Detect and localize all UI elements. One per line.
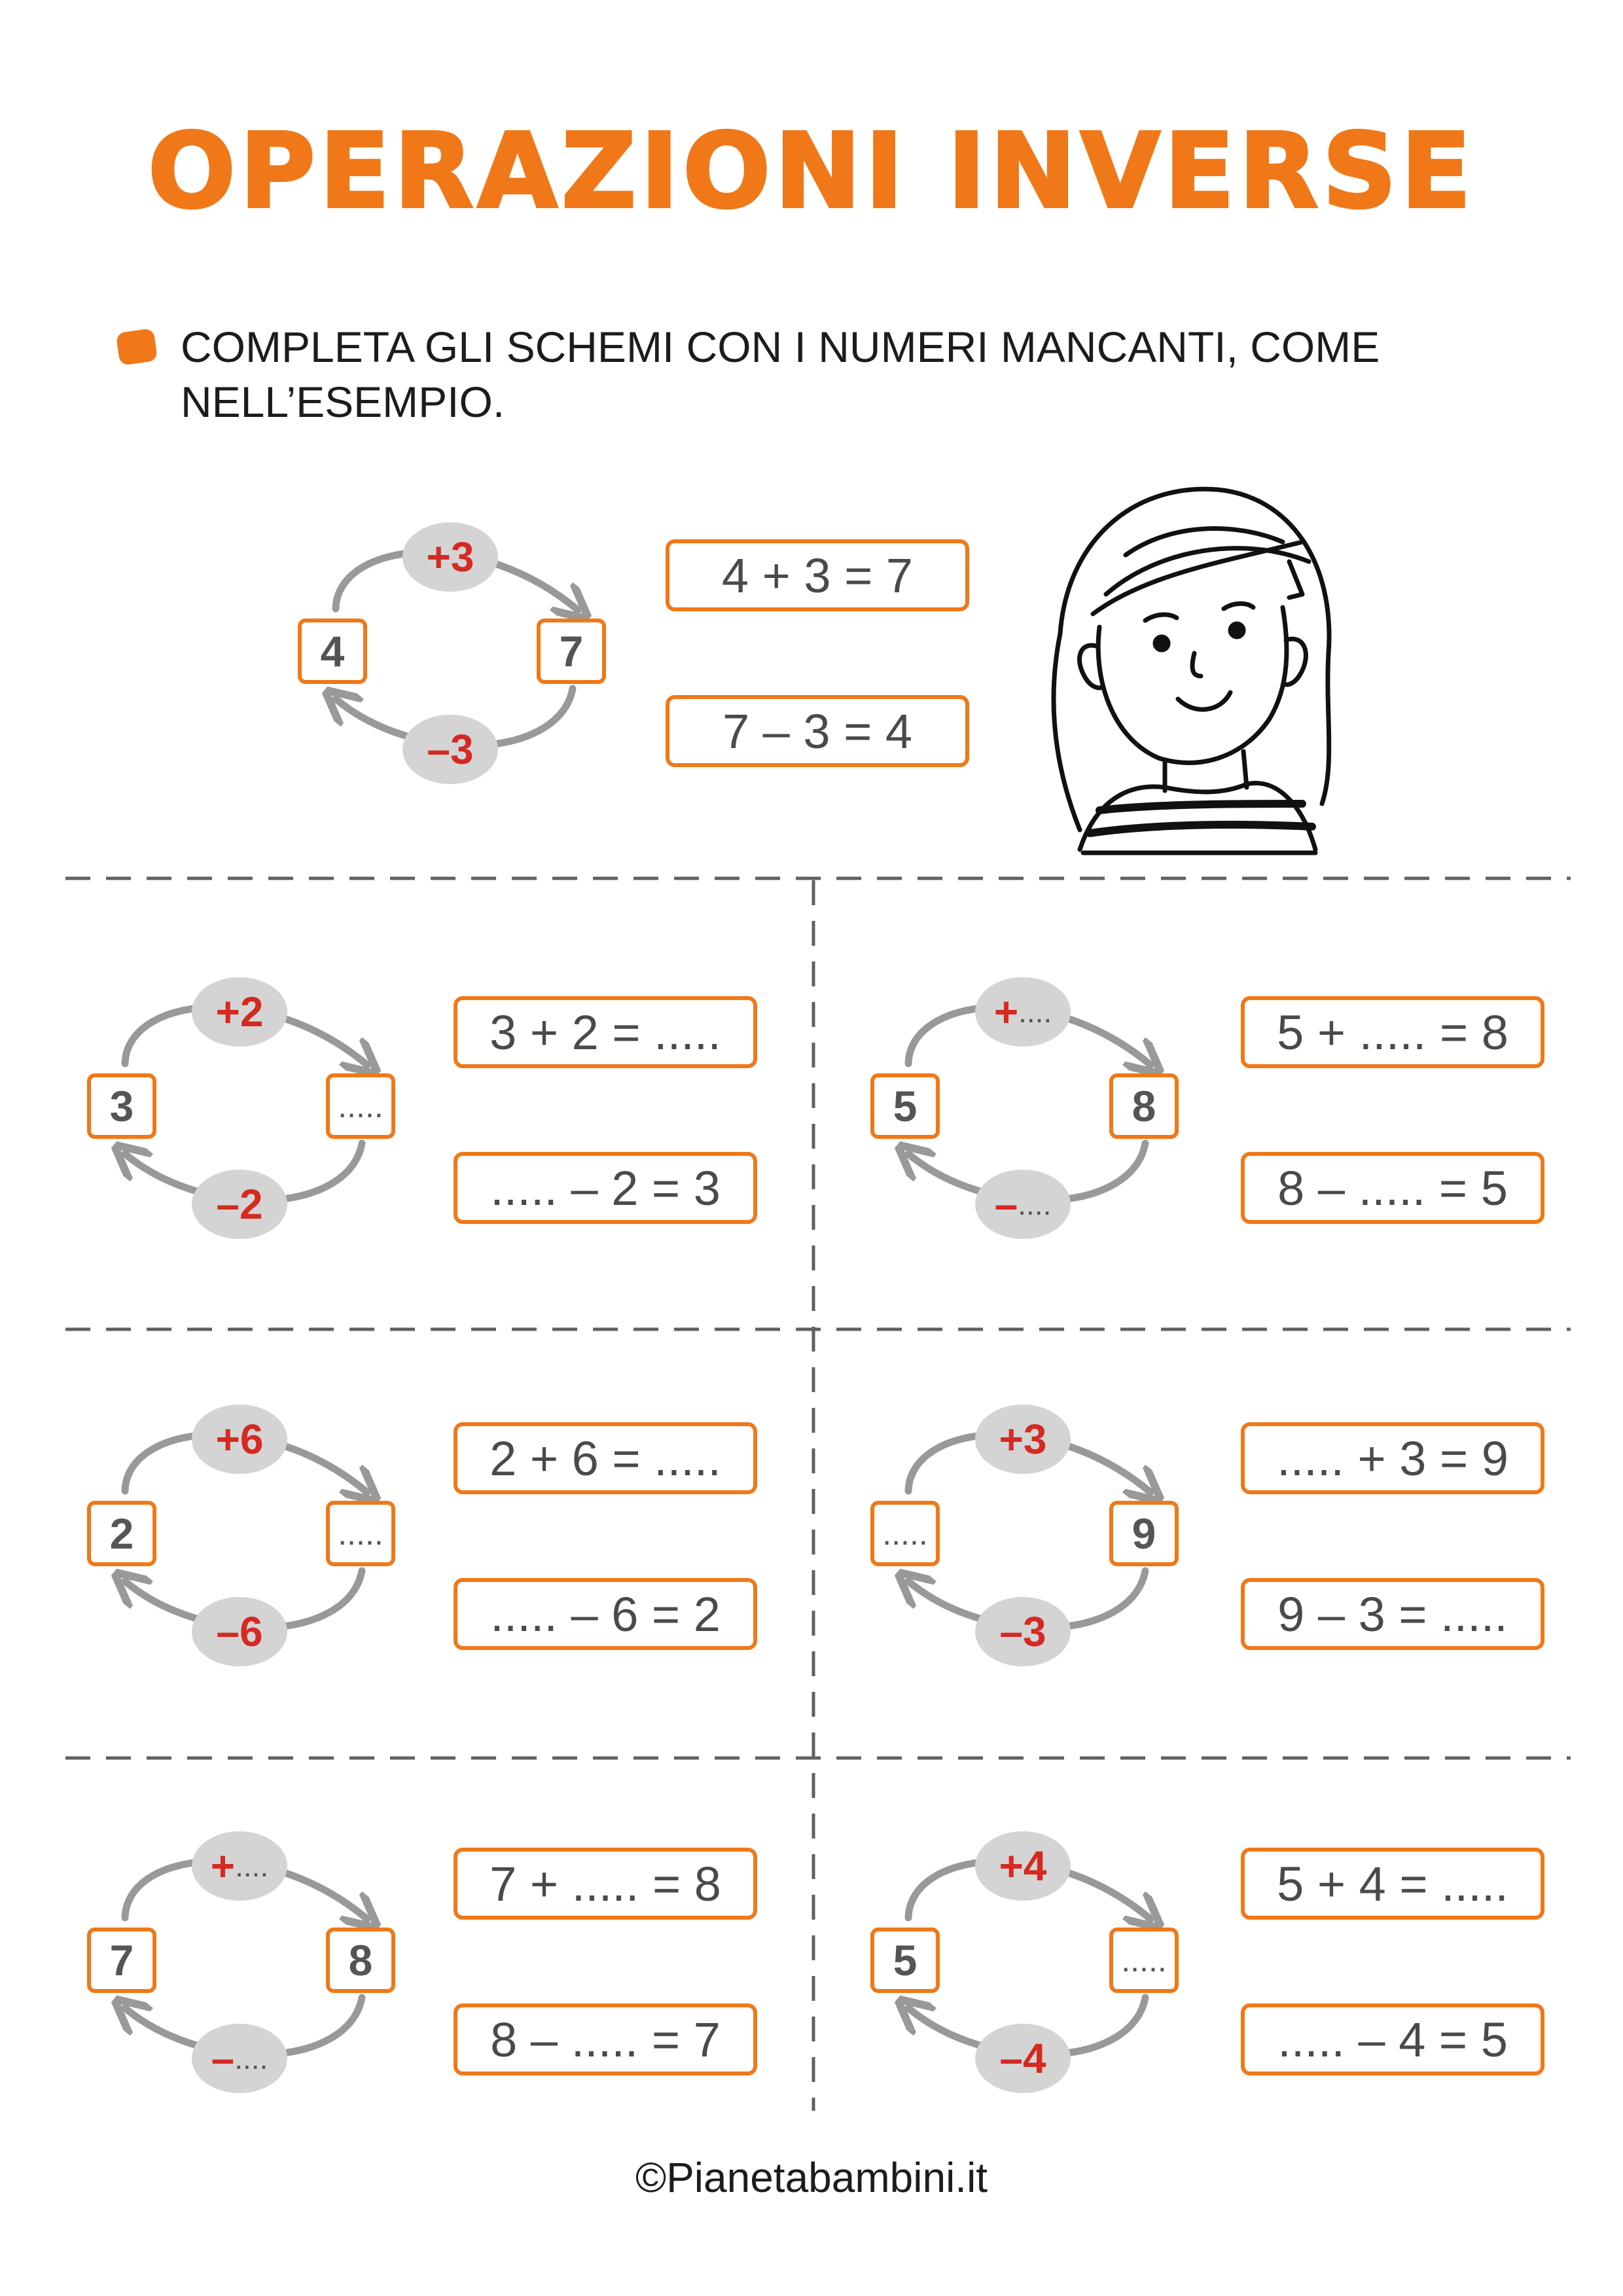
- addition-equation-box[interactable]: 3 + 2 = .....: [454, 996, 757, 1068]
- addition-equation-box[interactable]: 7 + ..... = 8: [454, 1848, 757, 1920]
- subtract-operator-oval[interactable]: [192, 2024, 287, 2093]
- minus-sign: –: [994, 1181, 1018, 1228]
- subtraction-equation-box: 7 – 3 = 4: [666, 695, 969, 767]
- subtract-operator-oval: –3: [402, 715, 498, 784]
- subtraction-equation-box[interactable]: 8 – ..... = 5: [1241, 1152, 1544, 1224]
- answer-blank-box[interactable]: .....: [1109, 1928, 1179, 1993]
- subtract-operator-oval: –6: [192, 1597, 287, 1666]
- add-operator-oval[interactable]: [975, 977, 1071, 1047]
- subtract-operator-oval: –2: [192, 1170, 287, 1239]
- answer-blank-box[interactable]: .....: [326, 1073, 395, 1139]
- subtraction-equation-box[interactable]: 9 – 3 = .....: [1241, 1578, 1544, 1650]
- start-number-box: 2: [87, 1501, 156, 1566]
- subtraction-equation-box[interactable]: ..... – 6 = 2: [454, 1578, 757, 1650]
- minus-sign: –: [211, 2035, 235, 2082]
- exercise-6: [870, 1826, 1590, 2101]
- subtraction-equation-box[interactable]: ..... – 2 = 3: [454, 1152, 757, 1224]
- operator-blank: ....: [234, 2041, 268, 2075]
- plus-sign: +: [993, 988, 1019, 1035]
- answer-blank-box[interactable]: .....: [326, 1501, 395, 1566]
- exercise-3: [87, 1399, 807, 1674]
- add-operator-oval[interactable]: [192, 1831, 287, 1901]
- addition-equation-box[interactable]: 5 + ..... = 8: [1241, 996, 1544, 1068]
- result-number-box: 7: [537, 619, 606, 684]
- start-number-box: 7: [87, 1928, 156, 1993]
- answer-blank-box[interactable]: .....: [870, 1501, 940, 1566]
- start-number-box: 3: [87, 1073, 156, 1139]
- operator-blank: ....: [235, 1849, 269, 1883]
- girl-illustration: [1027, 463, 1368, 856]
- horizontal-separator-1: [65, 875, 1571, 882]
- add-operator-oval: +3: [402, 522, 498, 592]
- bullet-icon: [116, 328, 158, 366]
- start-number-box: 5: [870, 1073, 940, 1139]
- result-number-box: 8: [1109, 1073, 1179, 1139]
- operator-blank: ....: [1018, 995, 1052, 1029]
- start-number-box: 4: [298, 619, 367, 684]
- add-operator-oval: +6: [192, 1405, 287, 1474]
- addition-equation-box[interactable]: 2 + 6 = .....: [454, 1422, 757, 1494]
- start-number-box: 5: [870, 1928, 940, 1993]
- addition-equation-box[interactable]: ..... + 3 = 9: [1241, 1422, 1544, 1494]
- exercise-4: [870, 1399, 1590, 1674]
- exercise-2: [870, 972, 1590, 1247]
- addition-equation-box: 4 + 3 = 7: [666, 539, 969, 611]
- footer-copyright: ©Pianetabambini.it: [635, 2154, 988, 2201]
- subtract-operator-oval: –4: [975, 2024, 1071, 2093]
- addition-equation-box[interactable]: 5 + 4 = .....: [1241, 1848, 1544, 1920]
- example-exercise: [298, 517, 1018, 792]
- exercise-1: [87, 972, 807, 1247]
- subtraction-equation-box[interactable]: ..... – 4 = 5: [1241, 2003, 1544, 2075]
- horizontal-separator-2: [65, 1326, 1571, 1333]
- add-operator-oval: +4: [975, 1831, 1071, 1901]
- subtract-operator-oval[interactable]: [975, 1170, 1071, 1239]
- plus-sign: +: [210, 1842, 236, 1890]
- result-number-box: 8: [326, 1928, 395, 1993]
- subtract-operator-oval: –3: [975, 1597, 1071, 1666]
- result-number-box: 9: [1109, 1501, 1179, 1566]
- add-operator-oval: +3: [975, 1405, 1071, 1474]
- instruction-text: COMPLETA GLI SCHEMI CON I NUMERI MANCANTI, COME NELL’ESEMPIO.: [181, 323, 1380, 426]
- exercise-5: [87, 1826, 807, 2101]
- horizontal-separator-3: [65, 1755, 1571, 1761]
- add-operator-oval: +2: [192, 977, 287, 1047]
- subtraction-equation-box[interactable]: 8 – ..... = 7: [454, 2003, 757, 2075]
- vertical-separator: [810, 880, 817, 2111]
- page-title: OPERAZIONI INVERSE: [147, 111, 1476, 232]
- operator-blank: ....: [1018, 1187, 1052, 1221]
